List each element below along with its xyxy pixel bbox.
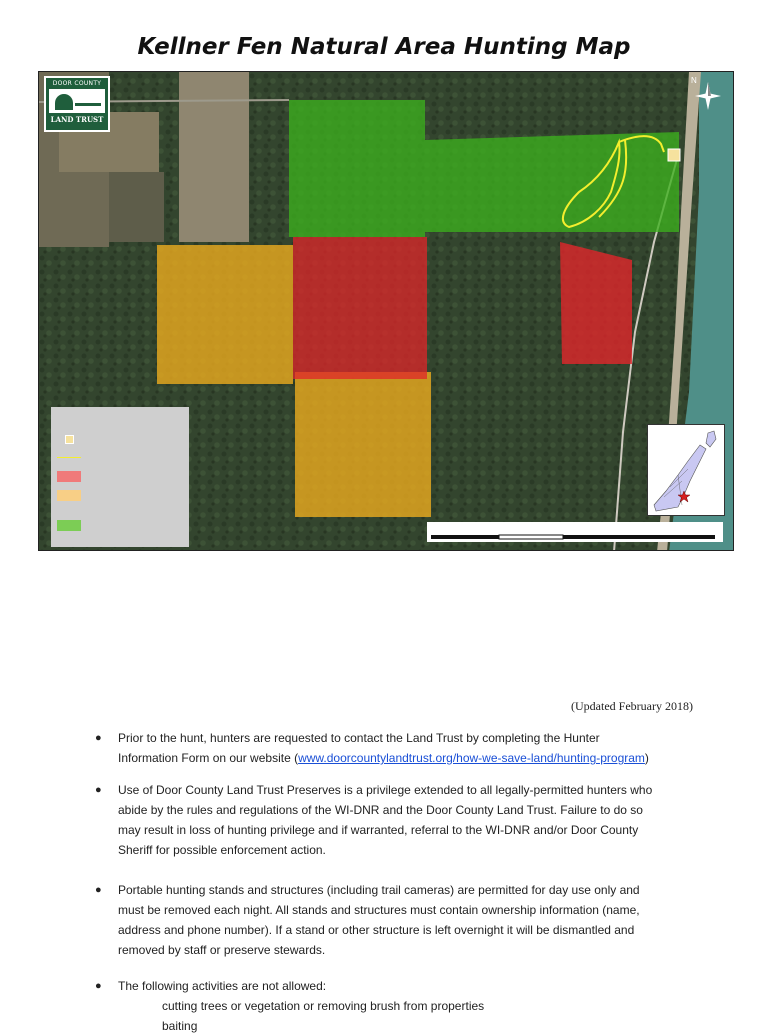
legend-parking-swatch <box>65 435 74 444</box>
zone-closed-east <box>560 242 632 364</box>
logo-top-text: DOOR COUNTY <box>52 80 102 87</box>
zone-closed-central <box>293 237 427 379</box>
logo-mark-icon <box>49 89 105 113</box>
rule-portable-stands: ● Portable hunting stands and structures (including trail cameras) are permitted for day use only and must be removed each night. All stands and structures must contain ownership information (name, address and phone number). If a stand or other structure is left overnight it will be dismantled and removed by staff or preserve stewards. <box>92 880 640 960</box>
legend-closed-swatch <box>57 471 81 482</box>
logo-bottom-text: LAND TRUST <box>50 115 104 124</box>
bullet-icon: ● <box>95 884 102 896</box>
rule-prohibited-activities: ● The following activities are not allowed: cutting trees or vegetation or removing brush from properties baiting <box>92 976 484 1036</box>
hunting-map <box>38 71 734 551</box>
land-trust-logo <box>44 76 110 132</box>
farm-field <box>109 172 164 242</box>
legend-open-swatch <box>57 520 81 531</box>
updated-date: (Updated February 2018) <box>571 699 693 713</box>
bullet-icon: ● <box>95 784 102 796</box>
north-label: N <box>691 76 697 85</box>
zone-restricted-south <box>295 372 431 517</box>
hunter-form-link[interactable]: www.doorcountylandtrust.org/how-we-save-land/hunting-program <box>298 751 645 765</box>
page-title: Kellner Fen Natural Area Hunting Map <box>137 34 631 60</box>
locator-inset-map <box>647 424 725 516</box>
north-arrow <box>693 78 723 114</box>
parking-area <box>668 149 680 161</box>
bullet-icon: ● <box>95 732 102 744</box>
legend-trail-swatch <box>57 457 81 458</box>
legend-restricted-swatch <box>57 490 81 501</box>
bullet-icon: ● <box>95 980 102 992</box>
map-legend <box>51 407 189 547</box>
farm-field <box>179 72 249 242</box>
zone-restricted-west <box>157 245 293 384</box>
prohibited-item: baiting <box>162 1019 198 1033</box>
compass-icon <box>693 78 723 114</box>
rule-contact-land-trust: ● Prior to the hunt, hunters are requested to contact the Land Trust by completing the Hunter Information Form on our website (www.doorcountylandtrust.org/how-we-save-land/hunting-program) <box>92 728 649 768</box>
scale-bar-graphic <box>427 522 723 542</box>
scale-bar <box>427 522 723 542</box>
rule-privilege: ● Use of Door County Land Trust Preserves is a privilege extended to all legally-permitted hunters who abide by the rules and regulations of the WI-DNR and the Door County Land Trust. Failure to do so may result in loss of hunting privilege and if warranted, referral to the WI-DNR and/or Door County Sheriff for possible enforcement action. <box>92 780 652 860</box>
prohibited-item: cutting trees or vegetation or removing brush from properties <box>162 999 485 1013</box>
door-county-peninsula <box>648 425 724 515</box>
